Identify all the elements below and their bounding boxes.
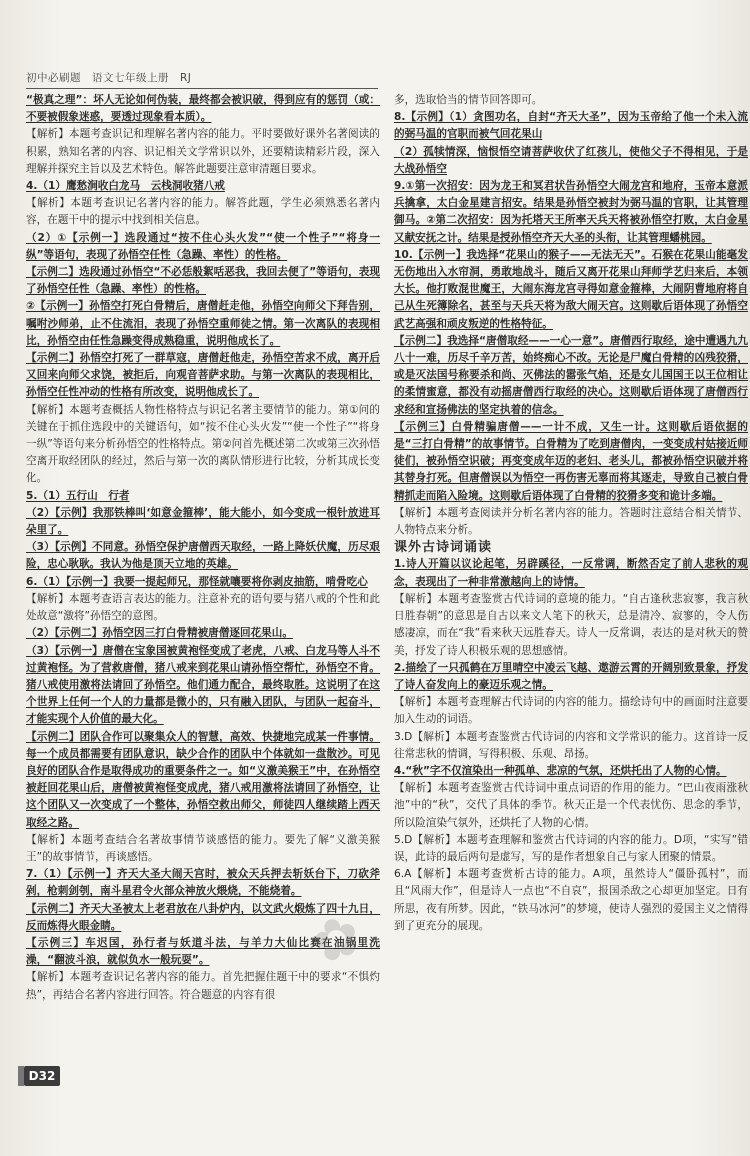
paragraph: 10.【示例一】我选择“花果山的猴子——无法无天”。石猴在花果山能毫发无伤地出入水帘洞，勇敢地战斗，随后又离开花果山拜师学艺归来后，本领大长。他打败混世魔王，大闹东海龙宫寻得如意金箍棒，大闹阴曹地府将自己从生死簿除名，甚至与天兵天将为敌大闹天宫。这则歇后语体现了孙悟空武艺高强和顽皮叛逆的性格特征。 xyxy=(394,248,748,330)
paragraph: “极真之理”：坏人无论如何伪装，最终都会被识破，得到应有的惩罚（或：不要被假象迷惑，要透过现象看本质）。 xyxy=(26,94,380,124)
section-title: 课外古诗词诵读 xyxy=(394,540,493,556)
paragraph: 4.（1）鹰愁涧收白龙马 云栈洞收猪八戒 xyxy=(26,180,225,193)
paragraph: 7.（1）【示例一】齐天大圣大闹天宫时，被众天兵押去斩妖台下，刀砍斧剁，枪刺剑刳，南斗星君令火部众神放火煨烧，不能烧着。 xyxy=(26,868,380,898)
paragraph: 【解析】本题考查鉴赏古代诗词中重点词语的作用的能力。“巴山夜雨涨秋池”中的“秋”，交代了具体的季节。秋天正是一个代表忧伤、思念的季节，所以险渲染气氛外，还烘托了人物的心情。 xyxy=(394,782,748,829)
paragraph: 【解析】本题考查概括人物性格特点与识记名著主要情节的能力。第①问的关键在于抓住选段中的关键语句，如“按不住心头火发”“使一个性子”“将身一纵”等语句来分析孙悟空的性格特点。第②问首先概述第二次或第三次孙悟空离开取经团队的经过，然后与第一次的离队情形进行比较，分析其成长变化。 xyxy=(26,403,380,485)
paragraph: 【解析】本题考查识记名著内容的能力。解答此题，学生必须熟悉名著内容，在题干中的提示中找到相关信息。 xyxy=(26,197,380,227)
watermark-stamp-icon: ✿ xyxy=(303,901,369,978)
left-column xyxy=(26,92,380,1067)
paragraph: 【示例二】我选择“唐僧取经——一心一意”。唐僧西行取经，途中遭遇九九八十一难，历尽千辛万苦，始终痴心不改。无论是尸魔白骨精的凶残狡猾，或是灭法国号称要杀和尚、灭佛法的嚣张气焰，还是女儿国国王以王位相让的柔情蜜意，都没有动摇唐僧西行取经的决心。这则歇后语体现了唐僧西行求经和宣扬佛法的坚定执着的信念。 xyxy=(394,334,748,416)
paragraph: 【解析】本题考查理解古代诗词的内容的能力。描绘诗句中的画面时注意要加入生动的词语。 xyxy=(394,696,748,726)
paragraph: （2）孤犊情深，恼恨悟空请菩萨收伏了红孩儿，使他父子不得相见，于是大战孙悟空 xyxy=(394,145,748,175)
paragraph: 【示例二】选段通过孙悟空“不必恁般絮咶恶我，我回去便了”等语句，表现了孙悟空任性（急躁、率性）的性格。 xyxy=(26,266,380,296)
paragraph: 4.“秋”字不仅渲染出一种孤单、悲凉的气氛，还烘托出了人物的心情。 xyxy=(394,764,727,777)
paragraph: 1.诗人开篇以议论起笔，另辟蹊径，一反常调，断然否定了前人悲秋的观念，表现出了一种非常激越向上的诗情。 xyxy=(394,558,748,588)
header-divider xyxy=(26,88,378,89)
paragraph: 【解析】本题考查识记名著内容的能力。首先把握住题干中的要求“不惧灼热”，再结合名著内容进行回答。符合题意的内容有很 xyxy=(26,971,380,1001)
paragraph: （3）【示例一】唐僧在宝象国被黄袍怪变成了老虎，八戒、白龙马等人斗不过黄袍怪。为了营救唐僧，猪八戒来到花果山请孙悟空帮忙，孙悟空不肯。猪八戒使用激将法请回了孙悟空。他们通力配合，最终取胜。这说明了在这个世界上任何一个人的力量都是微小的，只有融入团队，与团队一起奋斗，才能实现个人价值的最大化。 xyxy=(26,644,380,726)
paragraph: （2）①【示例一】选段通过“按不住心头火发”“使一个性子”“将身一纵”等语句，表现了孙悟空任性（急躁、率性）的性格。 xyxy=(26,231,380,261)
paragraph: 【示例二】团队合作可以聚集众人的智慧，高效、快捷地完成某一件事情。每一个成员都需要有团队意识，缺少合作的团队中个体就如一盘散沙。可见良好的团队合作是取得成功的重要条件之一。如“义激美猴王”中，在孙悟空被赶回花果山后，唐僧被黄袍怪变成虎，猪八戒用激将法请回了孙悟空，让这个团队又一次变成了一个整体，孙悟空救出师父，师徒四人继续踏上西天取经之路。 xyxy=(26,730,380,829)
page-number-badge: D32 xyxy=(24,1066,60,1086)
paragraph: 【示例二】孙悟空打死了一群草寇，唐僧赶他走，孙悟空苦求不成，离开后又回来向师父求饶，被拒后，向观音菩萨求助。与第一次离队的表现相比，孙悟空任性冲动的性格有所改变，说明他成长了。 xyxy=(26,352,380,399)
paragraph: 【解析】本题考查阅读并分析名著内容的能力。答题时注意结合相关情节、人物特点来分析。 xyxy=(394,506,748,537)
paragraph: 5.D【解析】本题考查理解和鉴赏古代诗词的内容的能力。D项，“实写”错误，此诗的最后两句是虚写，写的是作者想象自己与家人团聚的情景。 xyxy=(394,833,748,863)
paragraph: 【解析】本题考查结合名著故事情节谈感悟的能力。要先了解“义激美猴王”的故事情节，再谈感悟。 xyxy=(26,833,380,863)
right-column xyxy=(394,92,748,1067)
paragraph: 【示例三】车迟国，孙行者与妖道斗法，与羊力大仙比赛在油锅里洗澡，“翻波斗浪，就似负水一般玩耍”。 xyxy=(26,936,380,967)
paragraph: 6.（1）【示例一】我要一提起师兄，那怪就嚷要将你剥皮抽筋，啃骨吃心 xyxy=(26,575,368,588)
paragraph: 多，选取恰当的情节回答即可。 xyxy=(394,94,543,106)
paragraph: 8.【示例】（1）贪图功名，自封“齐天大圣”，因为玉帝给了他一个未入流的弼马温的官职而被气回花果山 xyxy=(394,111,748,141)
paragraph: ②【示例一】孙悟空打死白骨精后，唐僧赶走他，孙悟空向师父下拜告别，嘱咐沙师弟，止不住流泪，表现了孙悟空重师徒之情。第一次离队的表现相比，孙悟空由任性急躁变得成熟稳重，说明他成长了。 xyxy=(26,300,380,347)
paragraph: 2.描绘了一只孤鹤在万里晴空中凌云飞越、遨游云霄的开阔别致景象，抒发了诗人奋发向上的豪迈乐观之情。 xyxy=(394,661,748,691)
paragraph: 【解析】本题考查语言表达的能力。注意补充的语句要与猪八戒的个性和此处故意“激将”孙悟空的意图。 xyxy=(26,592,380,623)
page-header: 初中必刷题 语文七年级上册 RJ xyxy=(26,72,192,84)
paragraph: 【解析】本题考查识记和理解名著内容的能力。平时要做好课外名著阅读的积累，熟知名著的内容、识记相关文学常识以外，还要精读精彩片段，深入理解并探究主旨以及艺术特色。解答此题要注意审清题目要求。 xyxy=(26,128,380,175)
paragraph: 3.D【解析】本题考查鉴赏古代诗词的内容和文学常识的能力。这首诗一反往常悲秋的情调，写得积极、乐观、昂扬。 xyxy=(394,730,748,760)
paragraph: （2）【示例】我那铁棒叫‘如意金箍棒’，能大能小，如今变成一根针放进耳朵里了。 xyxy=(26,506,380,537)
paragraph: 【示例三】白骨精骗唐僧——一计不成，又生一计。这则歇后语依据的是“三打白骨精”的故事情节。白骨精为了吃到唐僧肉，一变变成村姑接近师徒们，被孙悟空识破；再变变成年迈的老妇、老头儿，都被孙悟空识破并将其替身打死。但唐僧误以为悟空一再伤害无辜而将其逐走，导致自己被白骨精抓走而陷入险境。这则歇后语体现了白骨精的狡猾多变和诡计多端。 xyxy=(394,420,748,502)
paragraph: 5.（1）五行山 行者 xyxy=(26,489,130,502)
paragraph: 【示例二】齐天大圣被太上老君放在八卦炉内，以文武火煅炼了四十九日，反而炼得火眼金睛。 xyxy=(26,902,380,932)
paragraph: 6.A【解析】本题考查赏析古诗的能力。A项，虽然诗人“僵卧孤村”，而且“风雨大作”，但是诗人一点也“不自哀”，报国杀敌之心却更加坚定。日有所思，夜有所梦。因此，“铁马冰河”的梦境，使诗人强烈的爱国主义之情得到了更充分的展现。 xyxy=(394,868,748,932)
paragraph: （2）【示例二】孙悟空因三打白骨精被唐僧逐回花果山。 xyxy=(26,627,293,640)
paragraph: 9.①第一次招安：因为龙王和冥君状告孙悟空大闹龙宫和地府，玉帝本意派兵擒拿，太白金星建言招安。结果是孙悟空被封为弼马温的官职，让其管理御马。②第二次招安：因为托塔天王所率天兵天将被孙悟空打败，太白金星又献安抚之计。结果是授孙悟空齐天大圣的头衔，让其管理蟠桃园。 xyxy=(394,180,748,244)
paragraph: （3）【示例】不同意。孙悟空保护唐僧西天取经，一路上降妖伏魔，历尽艰险，忠心耿耿。我认为他是顶天立地的英雄。 xyxy=(26,541,380,571)
paragraph: 【解析】本题考查鉴赏古代诗词的意境的能力。“自古逢秋悲寂寥，我言秋日胜春朝”的意思是自古以来文人笔下的秋天，总是清冷、寂寥的，令人伤感凄凉，而在“我”看来秋天远胜春天。诗人一反常调，表达的是对秋天的赞美，抒发了诗人积极乐观的思想感情。 xyxy=(394,592,748,657)
